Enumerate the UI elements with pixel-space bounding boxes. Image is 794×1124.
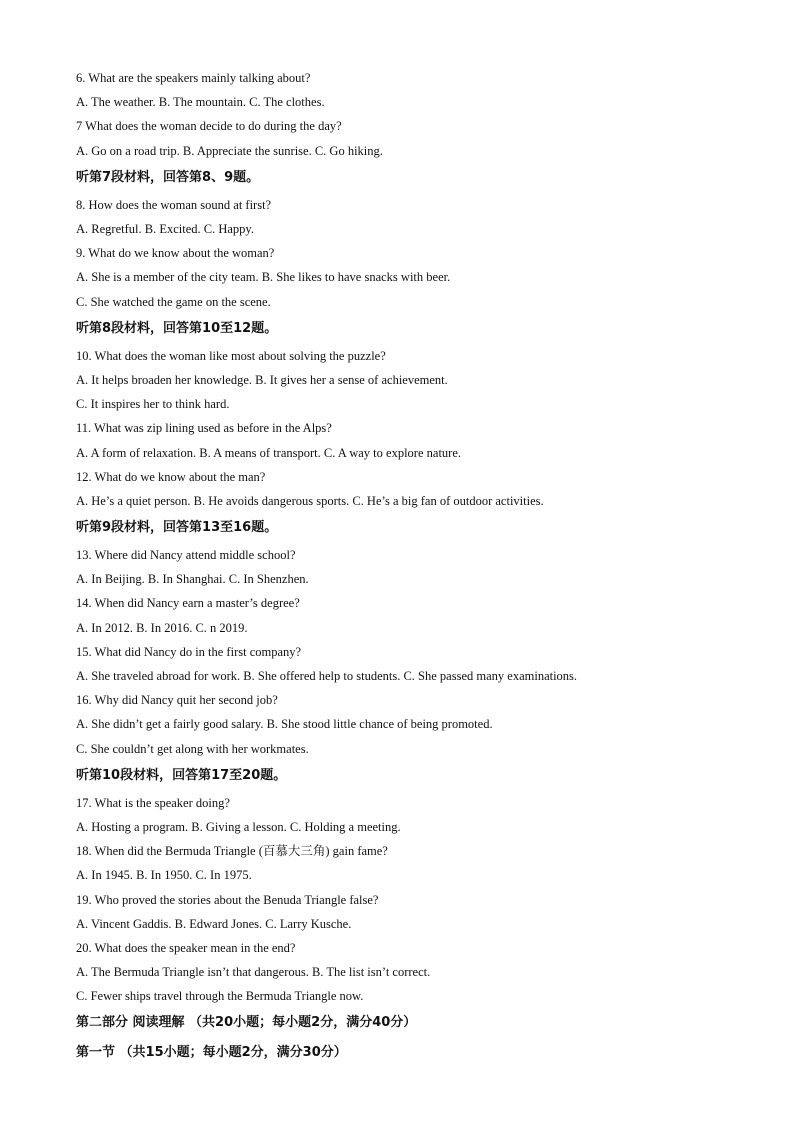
text-line: A. She didn’t get a fairly good salary. B. She stood little chance of being promoted. [76,717,493,732]
text-line: A. She traveled abroad for work. B. She offered help to students. C. She passed many examinations. [76,669,578,684]
text-line: A. Vincent Gaddis. B. Edward Jones. C. Larry Kusche. [76,916,352,931]
text-line: 8. How does the woman sound at first? [76,197,272,212]
text-line: 11. What was zip lining used as before in the Alps? [76,421,332,436]
text-line: C. She couldn’t get along with her workmates. [76,741,309,756]
text-line: A. Hosting a program. B. Giving a lesson. C. Holding a meeting. [76,819,401,834]
text-line: C. Fewer ships travel through the Bermuda Triangle now. [76,989,364,1004]
section-heading: 听第7段材料，回答第8、9题。 [76,169,260,185]
text-line: A. The weather. B. The mountain. C. The clothes. [76,95,325,110]
section-heading: 第二部分 阅读理解 （共20小题；每小题2分，满分40分） [76,1015,417,1031]
text-line: A. Regretful. B. Excited. C. Happy. [76,222,254,237]
text-line: A. In Beijing. B. In Shanghai. C. In Shenzhen. [76,572,309,587]
text-line: 15. What did Nancy do in the first company? [76,644,302,659]
text-line: 19. Who proved the stories about the Benuda Triangle false? [76,892,379,907]
section-heading: 第一节 （共15小题；每小题2分，满分30分） [76,1045,347,1061]
text-line: C. It inspires her to think hard. [76,397,230,412]
text-line: A. In 1945. B. In 1950. C. In 1975. [76,868,252,883]
text-line: 20. What does the speaker mean in the end? [76,940,296,955]
text-line: A. She is a member of the city team. B. She likes to have snacks with beer. [76,270,451,285]
text-line: A. Go on a road trip. B. Appreciate the sunrise. C. Go hiking. [76,143,383,158]
text-line: 14. When did Nancy earn a master’s degree? [76,596,300,611]
document-page [76,66,756,1068]
section-heading: 听第8段材料，回答第10至12题。 [76,320,278,336]
text-line: 9. What do we know about the woman? [76,246,275,261]
text-line: 6. What are the speakers mainly talking about? [76,71,311,86]
text-line: A. It helps broaden her knowledge. B. It gives her a sense of achievement. [76,372,448,387]
text-line: 17. What is the speaker doing? [76,795,230,810]
text-line: A. In 2012. B. In 2016. C. n 2019. [76,620,248,635]
text-line: 16. Why did Nancy quit her second job? [76,693,278,708]
text-line: A. The Bermuda Triangle isn’t that dangerous. B. The list isn’t correct. [76,965,431,980]
text-line: A. A form of relaxation. B. A means of transport. C. A way to explore nature. [76,445,461,460]
text-line: 18. When did the Bermuda Triangle (百慕大三角) gain fame? [76,844,388,859]
text-line: 13. Where did Nancy attend middle school? [76,548,296,563]
text-line: C. She watched the game on the scene. [76,294,271,309]
text-line: 12. What do we know about the man? [76,469,266,484]
text-line: 7 What does the woman decide to do during the day? [76,119,342,134]
text-line: 10. What does the woman like most about solving the puzzle? [76,348,386,363]
section-heading: 听第9段材料，回答第13至16题。 [76,520,278,535]
text-line: A. He’s a quiet person. B. He avoids dangerous sports. C. He’s a big fan of outdoor activities. [76,493,544,508]
section-heading: 听第10段材料，回答第17至20题。 [76,767,287,783]
